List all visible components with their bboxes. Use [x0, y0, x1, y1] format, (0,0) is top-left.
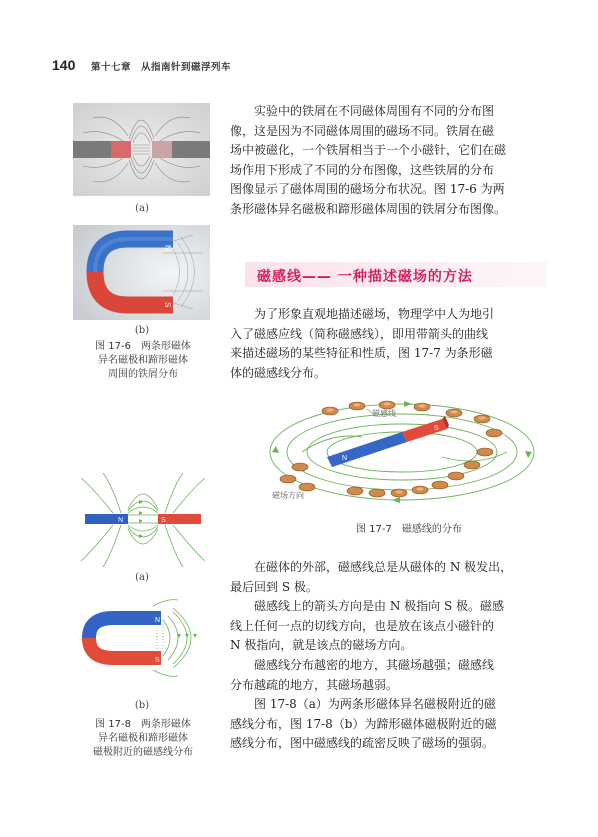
- section-title: 磁感线—— 一种描述磁场的方法: [257, 269, 473, 285]
- figure-17-8a-label: (a): [135, 572, 149, 583]
- figure-17-7-caption: 图 17-7 磁感线的分布: [356, 524, 462, 535]
- paragraph-density: 磁感线分布越密的地方，其磁场越强；磁感线 分布越疏的地方，其磁场越弱。: [230, 657, 495, 692]
- body-text: [230, 558, 550, 754]
- figure-17-8-caption: 图 17-8 两条形磁体 异名磁极和蹄形磁体 磁极附近的磁感线分布: [93, 719, 193, 758]
- intro-paragraph: 实验中的铁屑在不同磁体周围有不同的分布图 像，这是因为不同磁体周围的磁场不同。铁屑在磁 场中被磁化，一个铁屑相当于一个小磁针，它们在磁 场作用下形成了不同的分布图像，这些铁屑的分布 图像显示了磁体周围的磁场分布状况。图 17-6 为两 条形磁体异名磁极和蹄形磁体周围的铁屑分布图像。: [230, 104, 507, 216]
- figure-17-6-caption: 图 17-6 两条形磁体 异名磁极和蹄形磁体 周围的铁屑分布: [95, 341, 191, 380]
- section-paragraph: 为了形象直观地描述磁场，物理学中人为地引 入了磁感应线（简称磁感线），即用带箭头的曲线 来描述磁场的某些特征和性质，图 17-7 为条形磁 体的磁感线分布。: [230, 307, 495, 380]
- page-number: 140: [52, 57, 76, 73]
- horseshoe-pole-n-label: N: [163, 245, 172, 251]
- figure-17-8b-label: (b): [134, 700, 150, 711]
- magnetic-field-lines-3d-diagram: [262, 397, 550, 512]
- figure-17-6a-photo: [73, 103, 210, 196]
- bar-magnets-iron-filings-image: [73, 103, 210, 196]
- figure-17-8a: [73, 473, 213, 568]
- field-line-label: 磁感线: [372, 409, 396, 418]
- horseshoe-pole-s-label: S: [163, 302, 172, 308]
- bar-magnets-field-lines-diagram: [73, 473, 213, 568]
- horseshoe-magnet-field-lines-diagram: [73, 598, 213, 678]
- figure-17-7: [262, 397, 550, 512]
- bar-magnet-n-label: N: [342, 455, 348, 462]
- bar-magnet-a-s-label: S: [161, 517, 166, 524]
- horseshoe-b-s-label: S: [155, 657, 160, 664]
- chapter-title: 第十七章 从指南针到磁浮列车: [91, 62, 232, 73]
- horseshoe-b-n-label: N: [155, 617, 161, 624]
- figure-17-8b: [73, 598, 213, 678]
- figure-17-6b-label: (b): [134, 325, 150, 336]
- field-direction-label: 磁场方向: [272, 491, 304, 500]
- paragraph-field-line-origin: 在磁体的外部，磁感线总是从磁体的 N 极发出， 最后回到 S 极。: [230, 560, 513, 594]
- figure-17-6b-photo: [73, 225, 210, 320]
- bar-magnet-s-label: S: [434, 425, 439, 432]
- bar-magnet-a-n-label: N: [118, 517, 124, 524]
- paragraph-arrow-direction: 磁感线上的箭头方向是由 N 极指向 S 极。磁感 线上任何一点的切线方向，也是放在该点小磁针的 N 极指向，就是该点的磁场方向。: [230, 599, 504, 653]
- paragraph-figure-17-8: 图 17-8（a）为两条形磁体异名磁极附近的磁 感线分布，图 17-8（b）为蹄形磁体磁极附近的磁 感线分布，图中磁感线的疏密反映了磁场的强弱。: [230, 697, 497, 751]
- horseshoe-magnet-iron-filings-image: [73, 225, 210, 320]
- figure-17-6a-label: (a): [135, 203, 149, 214]
